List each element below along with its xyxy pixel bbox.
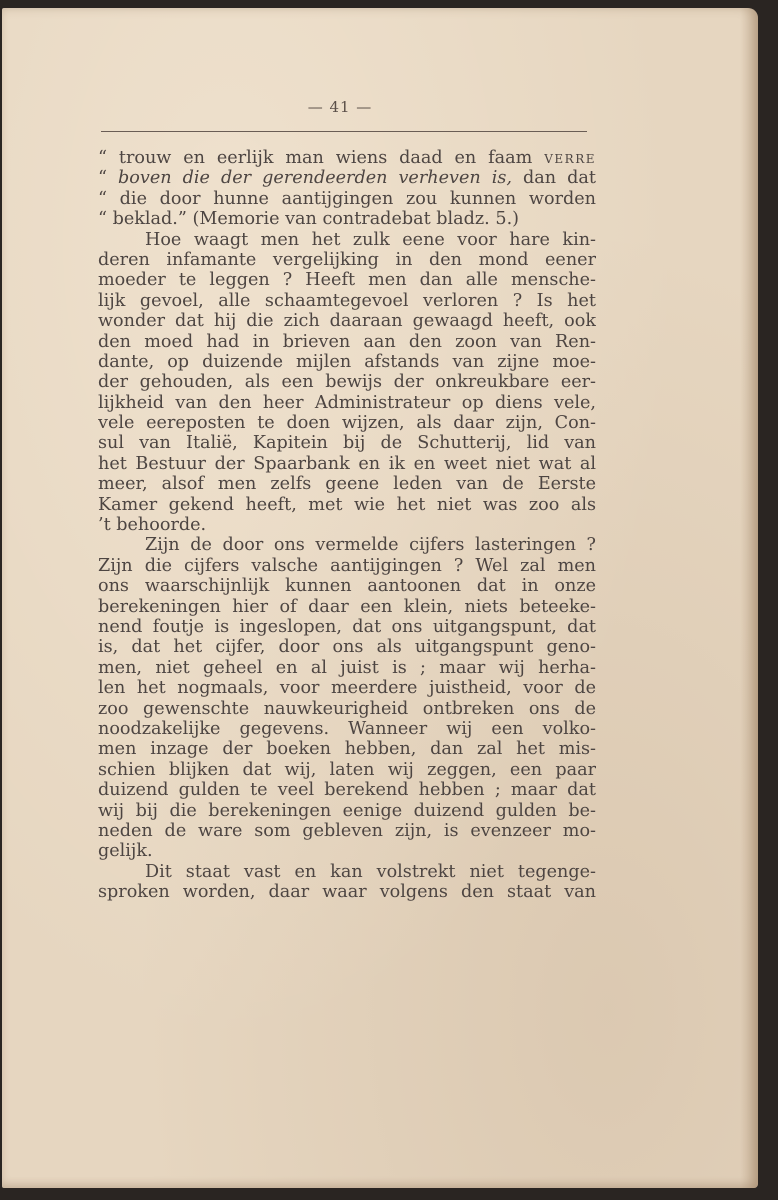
text-segment: lijkheid van den heer Administrateur op diens vele, <box>98 392 596 413</box>
text-line <box>98 801 596 821</box>
text-segment: Hoe waagt men het zulk eene voor hare kin- <box>145 229 596 250</box>
text-line <box>98 658 596 678</box>
text-segment: Dit staat vast en kan volstrekt niet tegenge- <box>145 861 596 882</box>
text-segment: sproken worden, daar waar volgens den staat van <box>98 882 596 903</box>
text-line <box>98 250 596 270</box>
text-segment: meer, alsof men zelfs geene leden van de Eerste <box>98 474 596 495</box>
text-line <box>98 433 596 453</box>
text-segment: wij bij die berekeningen eenige duizend gulden be- <box>98 800 596 821</box>
text-line <box>98 760 596 780</box>
text-segment: “ die door hunne aantijgingen zou kunnen worden <box>98 188 596 209</box>
text-line <box>98 413 596 433</box>
text-line <box>98 372 596 392</box>
text-segment: vele eereposten te doen wijzen, als daar zijn, Con- <box>98 413 596 434</box>
text-line <box>98 678 596 698</box>
text-segment: den moed had in brieven aan den zoon van Ren- <box>98 331 596 352</box>
text-segment: zoo gewenschte nauwkeurigheid ontbreken ons de <box>98 698 596 719</box>
page-edge-shadow <box>740 8 758 1188</box>
text-line <box>98 189 596 209</box>
text-segment: men inzage der boeken hebben, dan zal het mis- <box>98 739 596 760</box>
text-segment: “ beklad.” (Memorie van contradebat bladz. 5.) <box>98 209 520 230</box>
text-line <box>98 495 596 515</box>
text-segment: der gehouden, als een bewijs der onkreukbare eer- <box>98 372 596 393</box>
header-rule <box>101 131 587 132</box>
text-segment: VERRE <box>544 152 596 166</box>
text-segment: Kamer gekend heeft, met wie het niet was zoo als <box>98 494 596 515</box>
text-line <box>98 739 596 759</box>
text-line <box>98 332 596 352</box>
text-line <box>98 311 596 331</box>
text-segment: Zijn die cijfers valsche aantijgingen ? Wel zal men <box>98 555 596 576</box>
text-line <box>98 148 596 168</box>
text-line <box>98 576 596 596</box>
text-segment: dante, op duizende mijlen afstands van zijne moe- <box>98 351 596 372</box>
text-line <box>98 393 596 413</box>
text-segment: “ <box>98 168 119 189</box>
text-segment: het Bestuur der Spaarbank en ik en weet niet wat al <box>98 453 596 474</box>
text-segment: moeder te leggen ? Heeft men dan alle mensche- <box>98 270 596 291</box>
text-segment: ’t behoorde. <box>98 515 207 536</box>
text-segment: ons waarschijnlijk kunnen aantoonen dat in onze <box>98 576 596 597</box>
text-line <box>98 882 596 902</box>
text-line <box>98 168 596 188</box>
text-segment: deren infamante vergelijking in den mond eener <box>98 249 596 270</box>
text-segment: “ trouw en eerlijk man wiens daad en faam <box>98 148 545 168</box>
text-segment: men, niet geheel en al juist is ; maar wij herha- <box>98 657 596 678</box>
text-line <box>98 841 596 861</box>
text-line <box>98 637 596 657</box>
text-line <box>98 699 596 719</box>
text-segment: nend foutje is ingeslopen, dat ons uitgangspunt, dat <box>98 616 596 637</box>
text-segment: sul van Italië, Kapitein bij de Schutterij, lid van <box>98 433 596 454</box>
text-segment: wonder dat hij die zich daaraan gewaagd heeft, ook <box>98 311 596 332</box>
text-line <box>98 862 596 882</box>
text-line <box>98 209 596 229</box>
text-line <box>98 454 596 474</box>
text-segment: noodzakelijke gegevens. Wanneer wij een volko- <box>98 718 596 739</box>
text-line <box>98 230 596 250</box>
text-line <box>98 597 596 617</box>
text-segment: dan dat <box>511 168 596 189</box>
text-line <box>98 617 596 637</box>
text-line <box>98 821 596 841</box>
text-line <box>98 270 596 290</box>
text-line <box>98 474 596 494</box>
text-segment: berekeningen hier of daar een klein, niets beteeke- <box>98 596 596 617</box>
text-segment: gelijk. <box>98 841 153 862</box>
text-line <box>98 719 596 739</box>
text-segment: is, dat het cijfer, door ons als uitgangspunt geno- <box>98 637 596 658</box>
text-segment: neden de ware som gebleven zijn, is evenzeer mo- <box>98 820 596 841</box>
page-number: — 41 — <box>307 98 373 116</box>
text-line <box>98 291 596 311</box>
text-line <box>98 352 596 372</box>
text-segment: len het nogmaals, voor meerdere juistheid, voor de <box>98 678 596 699</box>
text-segment: lijk gevoel, alle schaamtegevoel verloren ? Is het <box>98 290 596 311</box>
text-segment: duizend gulden te veel berekend hebben ; maar dat <box>98 780 596 801</box>
text-segment: boven die der gerendeerden verheven is, <box>118 168 512 189</box>
text-line <box>98 780 596 800</box>
text-line <box>98 556 596 576</box>
text-line <box>98 535 596 555</box>
text-line <box>98 515 596 535</box>
text-segment: schien blijken dat wij, laten wij zeggen, een paar <box>98 759 596 780</box>
text-segment: Zijn de door ons vermelde cijfers lasteringen ? <box>145 535 596 556</box>
body-text <box>98 148 596 902</box>
